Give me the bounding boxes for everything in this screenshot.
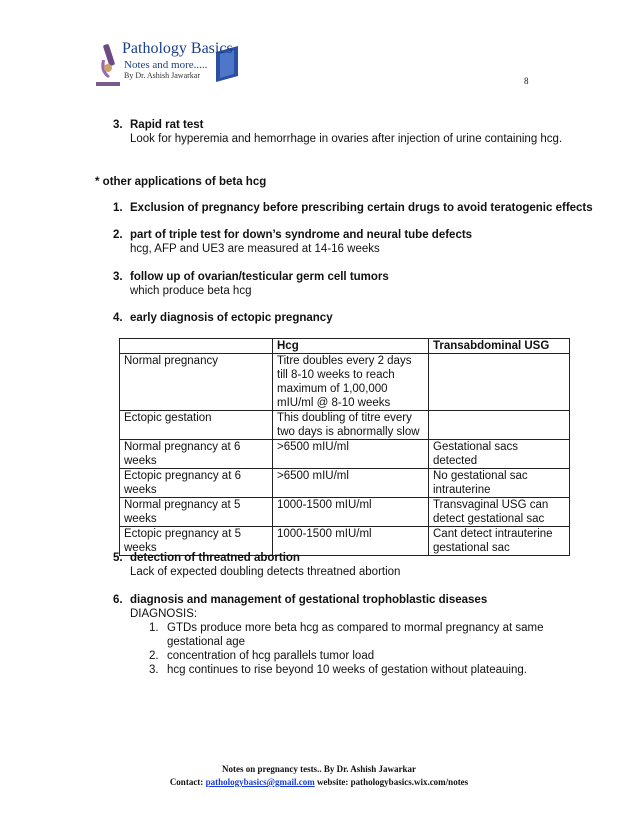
logo	[94, 38, 244, 88]
table-row	[120, 469, 570, 498]
table-row	[120, 354, 570, 411]
sub-item-text: GTDs produce more beta hcg as compared to mormal pregnancy at same	[167, 622, 544, 634]
rapid-rat-text: Look for hyperemia and hemorrhage in ovaries after injection of urine containing hcg.	[130, 133, 563, 145]
table-cell: Normal pregnancy	[120, 354, 273, 411]
list-item-text: which produce beta hcg	[130, 285, 252, 297]
table-cell: >6500 mIU/ml	[273, 469, 429, 498]
table-row	[120, 411, 570, 440]
list-item-number: 3.	[113, 271, 123, 283]
item6-title: diagnosis and management of gestational trophoblastic diseases	[130, 594, 488, 606]
item5-title: detection of threatned abortion	[130, 552, 300, 564]
footer-website: website: pathologybasics.wix.com/notes	[316, 777, 469, 787]
sub-item-text: gestational age	[167, 636, 246, 648]
table-header-row	[120, 339, 570, 354]
table-cell: 1000-1500 mIU/ml	[273, 498, 429, 527]
table-cell: Normal pregnancy at 5 weeks	[120, 498, 273, 527]
sub-item-number: 1.	[149, 622, 159, 634]
table-cell: No gestational sac intrauterine	[429, 469, 570, 498]
table-cell: Ectopic pregnancy at 6 weeks	[120, 469, 273, 498]
table-cell: This doubling of titre every two days is abnormally slow	[273, 411, 429, 440]
table-cell: Ectopic pregnancy at 5 weeks	[120, 527, 273, 556]
list-item-title: follow up of ovarian/testicular germ cell tumors	[130, 271, 389, 283]
rapid-rat-number: 3.	[113, 119, 123, 131]
table-cell: Ectopic gestation	[120, 411, 273, 440]
list-item-title: Exclusion of pregnancy before prescribing certain drugs to avoid teratogenic effects	[130, 202, 593, 214]
list-item-number: 1.	[113, 202, 123, 214]
logo-title: Pathology Basics	[122, 40, 233, 57]
list-item-title: early diagnosis of ectopic pregnancy	[130, 312, 333, 324]
list-item-text: hcg, AFP and UE3 are measured at 14-16 weeks	[130, 243, 380, 255]
microscope-icon	[94, 38, 124, 88]
table-cell: >6500 mIU/ml	[273, 440, 429, 469]
footer-email-link[interactable]: pathologybasics@gmail.com	[205, 777, 315, 787]
table-cell	[429, 354, 570, 411]
table-row	[120, 440, 570, 469]
sub-item-number: 2.	[149, 650, 159, 662]
table-header-cell: Hcg	[273, 339, 429, 354]
page-number: 8	[524, 76, 529, 86]
hcg-comparison-table	[119, 338, 570, 556]
table-cell: Gestational sacs detected	[429, 440, 570, 469]
item5-text: Lack of expected doubling detects threatned abortion	[130, 566, 401, 578]
item5-number: 5.	[113, 552, 123, 564]
table-header-cell	[120, 339, 273, 354]
table-cell: Transvaginal USG can detect gestational sac	[429, 498, 570, 527]
table-cell: Cant detect intrauterine gestational sac	[429, 527, 570, 556]
footer-line: Notes on pregnancy tests.. By Dr. Ashish Jawarkar	[221, 764, 416, 774]
list-item-title: part of triple test for down’s syndrome and neural tube defects	[130, 229, 473, 241]
table-cell: 1000-1500 mIU/ml	[273, 527, 429, 556]
logo-author: By Dr. Ashish Jawarkar	[124, 71, 200, 80]
table-cell	[429, 411, 570, 440]
table-row	[120, 498, 570, 527]
other-apps-heading: * other applications of beta hcg	[95, 176, 267, 188]
rapid-rat-title: Rapid rat test	[130, 119, 204, 131]
sub-item-number: 3.	[149, 664, 159, 676]
footer-contact-label: Contact:	[169, 777, 204, 787]
list-item-number: 4.	[113, 312, 123, 324]
sub-item-text: hcg continues to rise beyond 10 weeks of gestation without plateauing.	[167, 664, 527, 676]
logo-subtitle: Notes and more.....	[124, 59, 208, 71]
diagnosis-label: DIAGNOSIS:	[130, 608, 198, 620]
table-cell: Normal pregnancy at 6 weeks	[120, 440, 273, 469]
footer-contact	[0, 777, 638, 787]
sub-item-text: concentration of hcg parallels tumor load	[167, 650, 375, 662]
item6-number: 6.	[113, 594, 123, 606]
list-item-number: 2.	[113, 229, 123, 241]
table-cell: Titre doubles every 2 days till 8-10 weeks to reach maximum of 1,00,000 mIU/ml @ 8-10 weeks	[273, 354, 429, 411]
table-header-cell: Transabdominal USG	[429, 339, 570, 354]
